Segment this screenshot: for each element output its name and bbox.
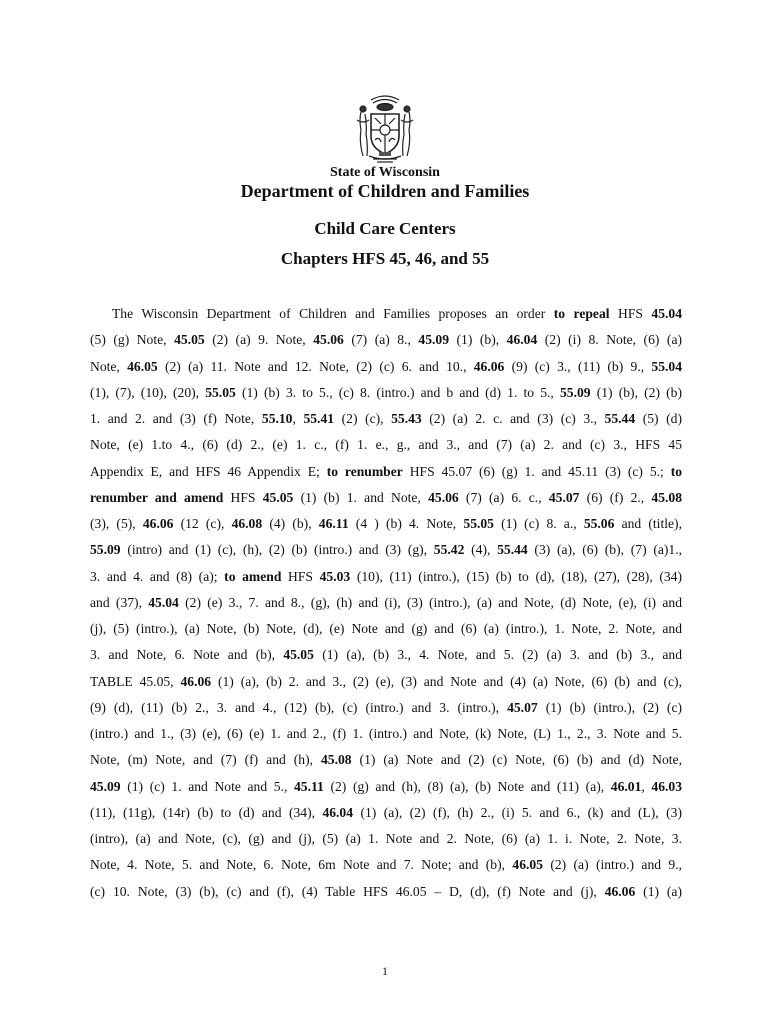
bold-reference: 45.06 <box>313 332 344 348</box>
wisconsin-state-seal-icon <box>349 90 421 166</box>
text-run: (11), (11g), (14r) (b) to (d) and (34), <box>90 804 323 820</box>
paragraph-line <box>90 564 682 590</box>
text-run: (4), <box>464 542 498 558</box>
text-run: (2) (a) (intro.) and 9., <box>542 857 682 873</box>
bold-reference: 55.10 <box>261 411 293 426</box>
paragraph-line <box>90 774 682 800</box>
paragraph-line <box>90 354 682 380</box>
bold-reference: 45.04 <box>148 594 179 610</box>
state-name: State of Wisconsin <box>330 165 440 180</box>
text-run: (5) (d) <box>635 411 682 426</box>
bold-reference: 45.08 <box>651 489 682 505</box>
paragraph-line <box>90 327 682 353</box>
text-run: and (title), <box>614 516 682 531</box>
bold-reference: 45.03 <box>319 568 351 584</box>
bold-reference: 45.09 <box>90 778 121 794</box>
paragraph-line <box>90 485 682 511</box>
text-run: (3), (5), <box>90 516 143 531</box>
text-run: (10), (11) (intro.), (15) (b) to (d), (18), (27), (28), (34) <box>350 568 683 584</box>
text-run: Note, <box>90 358 128 374</box>
document-chapters: Chapters HFS 45, 46, and 55 <box>280 249 490 268</box>
bold-reference: 46.04 <box>322 804 354 820</box>
document-subject: Child Care Centers <box>314 219 456 238</box>
text-run: (intro), (a) and Note, (c), (g) and (j), (5) (a) 1. Note and 2. Note, (6) (a) 1. i. Note, 2. Note, 3. <box>90 831 682 846</box>
text-run: Note, (e) 1.to 4., (6) (d) 2., (e) 1. c., (f) 1. e., g., and 3., and (7) (a) 2. and (c) 3., HFS 45 <box>90 437 682 453</box>
text-run: (1) (b) (intro.), (2) (c) <box>537 699 683 715</box>
text-run: Appendix E, and HFS 46 Appendix E; <box>90 463 327 479</box>
text-run: (6) (f) 2., <box>579 489 652 505</box>
text-run: (2) (e) 3., 7. and 8., (g), (h) and (i), (3) (intro.), (a) and Note, (d) Note, (e), (i) and <box>178 594 682 610</box>
paragraph-line <box>90 879 682 905</box>
bold-reference: 45.05 <box>283 647 314 663</box>
text-run: , <box>641 778 652 794</box>
text-run: (2) (i) 8. Note, (6) (a) <box>537 332 682 348</box>
paragraph-line <box>90 642 682 668</box>
text-run: (1) (a), (b) 3., 4. Note, and 5. (2) (a) 3. and (b) 3., and <box>313 647 682 663</box>
bold-reference: 55.42 <box>433 542 465 558</box>
text-run: (1) (a), (b) 2. and 3., (2) (e), (3) and Note and (4) (a) Note, (6) (b) and (c), <box>211 673 682 689</box>
paragraph-line <box>90 406 682 432</box>
bold-reference: 55.04 <box>651 358 682 374</box>
text-run: 3. and Note, 6. Note and (b), <box>90 647 284 663</box>
text-run: (1) (b) 1. and Note, <box>293 489 429 505</box>
paragraph-line <box>90 800 682 826</box>
bold-reference: 46.04 <box>506 332 538 348</box>
paragraph-line <box>90 695 682 721</box>
bold-reference: 45.08 <box>320 752 352 768</box>
paragraph-line <box>90 616 682 642</box>
bold-reference: to amend <box>224 568 282 584</box>
text-run: and (37), <box>90 594 149 610</box>
bold-reference: 55.44 <box>497 542 528 558</box>
department-name: Department of Children and Families <box>240 181 530 201</box>
text-run: (3) (a), (6) (b), (7) (a)1., <box>527 542 683 558</box>
bold-reference: 46.01 <box>610 778 642 794</box>
bold-reference: 46.05 <box>127 358 158 374</box>
paragraph-line <box>90 721 682 747</box>
paragraph-line <box>90 511 682 537</box>
bold-reference: 55.09 <box>559 384 591 400</box>
bold-reference: 55.41 <box>303 411 335 426</box>
text-run: Note, (m) Note, and (7) (f) and (h), <box>90 752 321 768</box>
text-run: 1. and 2. and (3) (f) Note, <box>90 411 262 426</box>
text-run: (1) (a) Note and (2) (c) Note, (6) (b) and (d) Note, <box>351 752 682 768</box>
text-run: (1) (b) 3. to 5., (c) 8. (intro.) and b and (d) 1. to 5., <box>235 384 560 400</box>
bold-reference: to repeal <box>553 306 610 321</box>
paragraph-line <box>90 590 682 616</box>
bold-reference: 45.05 <box>262 489 294 505</box>
text-run: (12 (c), <box>173 516 232 531</box>
text-run: The Wisconsin Department of Children and Families proposes an order <box>112 306 554 321</box>
text-run: HFS 45.07 (6) (g) 1. and 45.11 (3) (c) 5.; <box>402 463 671 479</box>
bold-reference: 55.05 <box>205 384 236 400</box>
text-run: 3. and 4. and (8) (a); <box>90 568 225 584</box>
bold-reference: 46.08 <box>231 516 263 531</box>
text-run: (2) (c), <box>334 411 392 426</box>
text-run: (5) (g) Note, <box>90 332 175 348</box>
text-run: (1), (7), (10), (20), <box>90 384 206 400</box>
paragraph-line <box>90 459 682 485</box>
bold-reference: 45.04 <box>651 306 682 321</box>
text-run: (1) (c) 8. a., <box>493 516 584 531</box>
bold-reference: 45.07 <box>507 699 538 715</box>
bold-reference: 46.06 <box>473 358 505 374</box>
bold-reference: 55.05 <box>463 516 494 531</box>
paragraph-line <box>90 380 682 406</box>
text-run: (1) (c) 1. and Note and 5., <box>120 778 294 794</box>
text-run: , <box>292 411 304 426</box>
bold-reference: 45.07 <box>548 489 580 505</box>
text-run: (9) (d), (11) (b) 2., 3. and 4., (12) (b), (c) (intro.) and 3. (intro.), <box>90 699 508 715</box>
text-run: (1) (a), (2) (f), (h) 2., (i) 5. and 6., (k) and (L), (3) <box>353 804 682 820</box>
text-run: HFS <box>281 568 320 584</box>
paragraph-line <box>90 432 682 458</box>
paragraph-line <box>90 301 682 327</box>
text-run: (4) (b), <box>262 516 319 531</box>
bold-reference: 55.44 <box>604 411 636 426</box>
bold-reference: to renumber <box>326 463 403 479</box>
bold-reference: 45.06 <box>428 489 459 505</box>
bold-reference: 45.11 <box>294 778 324 794</box>
bold-reference: 55.43 <box>391 411 422 426</box>
text-run: (intro) and (1) (c), (h), (2) (b) (intro.) and (3) (g), <box>120 542 434 558</box>
paragraph-line <box>90 669 682 695</box>
paragraph-line <box>90 537 682 563</box>
paragraph-line <box>90 826 682 852</box>
text-run: (intro.) and 1., (3) (e), (6) (e) 1. and 2., (f) 1. (intro.) and Note, (k) Note, (L) 1., 2., 3. Note and 5. <box>90 726 682 741</box>
bold-reference: to <box>670 463 683 479</box>
text-run: (2) (a) 2. c. and (3) (c) 3., <box>421 411 605 426</box>
paragraph-line <box>90 852 682 878</box>
text-run: (4 ) (b) 4. Note, <box>348 516 464 531</box>
bold-reference: 55.09 <box>90 542 121 558</box>
text-run: HFS <box>223 489 263 505</box>
bold-reference: 55.06 <box>583 516 615 531</box>
text-run: (j), (5) (intro.), (a) Note, (b) Note, (d), (e) Note and (g) and (6) (a) (intro.), 1. Note, 2. Note, and <box>90 621 682 636</box>
body-paragraph <box>90 301 682 905</box>
text-run: (2) (a) 11. Note and 12. Note, (2) (c) 6. and 10., <box>157 358 474 374</box>
page-number: 1 <box>382 964 388 978</box>
text-run: (1) (a) <box>635 883 682 899</box>
text-run: (7) (a) 8., <box>343 332 419 348</box>
text-run: (1) (b), <box>449 332 507 348</box>
text-run: (c) 10. Note, (3) (b), (c) and (f), (4) Table HFS 46.05 – D, (d), (f) Note and (j), <box>90 883 605 899</box>
bold-reference: 46.03 <box>651 778 683 794</box>
text-run: (1) (b), (2) (b) <box>590 384 682 400</box>
text-run: (2) (g) and (h), (8) (a), (b) Note and (11) (a), <box>323 778 611 794</box>
text-run: (7) (a) 6. c., <box>458 489 549 505</box>
text-run: (9) (c) 3., (11) (b) 9., <box>504 358 652 374</box>
bold-reference: 45.05 <box>174 332 205 348</box>
bold-reference: 46.05 <box>512 857 543 873</box>
text-run: (2) (a) 9. Note, <box>204 332 314 348</box>
text-run: Note, 4. Note, 5. and Note, 6. Note, 6m Note and 7. Note; and (b), <box>90 857 513 873</box>
bold-reference: 46.06 <box>142 516 174 531</box>
bold-reference: 46.06 <box>604 883 636 899</box>
paragraph-line <box>90 747 682 773</box>
text-run: HFS <box>609 306 652 321</box>
bold-reference: 46.11 <box>318 516 349 531</box>
bold-reference: 46.06 <box>180 673 212 689</box>
text-run: TABLE 45.05, <box>90 673 181 689</box>
bold-reference: renumber and amend <box>90 489 224 505</box>
bold-reference: 45.09 <box>418 332 450 348</box>
